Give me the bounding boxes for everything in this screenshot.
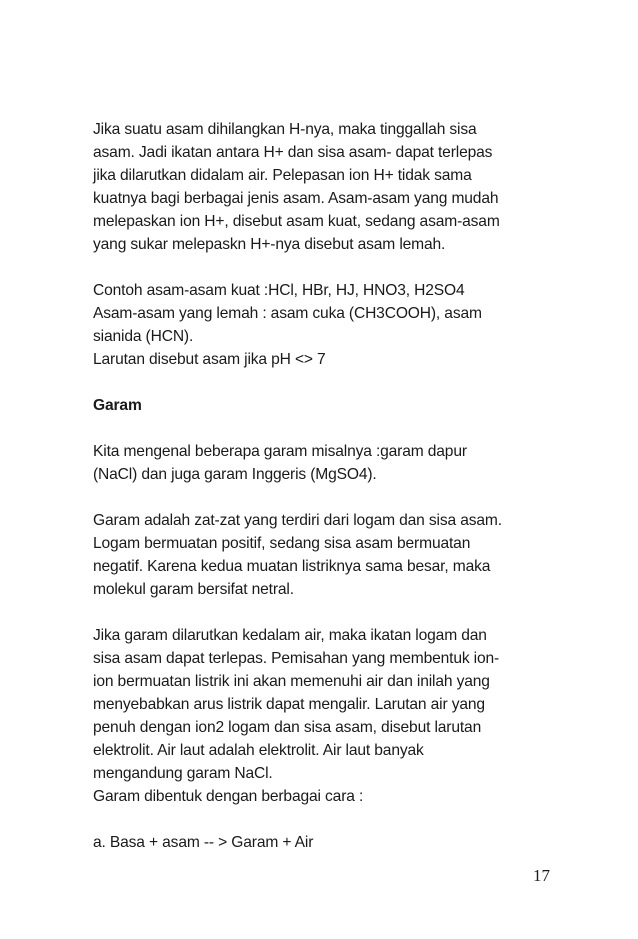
paragraph-salt-dissolution: [93, 624, 553, 808]
page-body: [93, 118, 553, 877]
text-line: menyebabkan arus listrik dapat mengalir. Larutan air yang: [93, 696, 485, 713]
text-line: asam. Jadi ikatan antara H+ dan sisa asam- dapat terlepas: [93, 144, 493, 161]
text-line: kuatnya bagi berbagai jenis asam. Asam-asam yang mudah: [93, 190, 499, 207]
text-line: Contoh asam-asam kuat :HCl, HBr, HJ, HNO3, H2SO4: [93, 282, 465, 299]
text-line: Jika garam dilarutkan kedalam air, maka ikatan logam dan: [93, 627, 487, 644]
text-line: penuh dengan ion2 logam dan sisa asam, disebut larutan: [93, 719, 482, 736]
text-line: ion bermuatan listrik ini akan memenuhi air dan inilah yang: [93, 673, 490, 690]
text-line: negatif. Karena kedua muatan listriknya sama besar, maka: [93, 558, 491, 575]
paragraph-salt-definition: [93, 509, 553, 601]
text-line: yang sukar melepaskn H+-nya disebut asam lemah.: [93, 236, 446, 253]
paragraph-acid-examples: [93, 279, 553, 371]
text-line: (NaCl) dan juga garam Inggeris (MgSO4).: [93, 466, 377, 483]
text-line: melepaskan ion H+, disebut asam kuat, sedang asam-asam: [93, 213, 500, 230]
text-line: Garam adalah zat-zat yang terdiri dari logam dan sisa asam.: [93, 512, 502, 529]
text-line: a. Basa + asam -- > Garam + Air: [93, 834, 314, 851]
text-line: elektrolit. Air laut adalah elektrolit. Air laut banyak: [93, 742, 424, 759]
text-line: Kita mengenal beberapa garam misalnya :garam dapur: [93, 443, 467, 460]
page-number: 17: [533, 866, 550, 885]
paragraph-acid-dissociation: [93, 118, 553, 256]
section-heading: Garam: [93, 397, 142, 414]
text-line: Garam dibentuk dengan berbagai cara :: [93, 788, 364, 805]
text-line: sianida (HCN).: [93, 328, 194, 345]
text-line: Logam bermuatan positif, sedang sisa asam bermuatan: [93, 535, 471, 552]
text-line: Asam-asam yang lemah : asam cuka (CH3COOH), asam: [93, 305, 482, 322]
text-line: jika dilarutkan didalam air. Pelepasan ion H+ tidak sama: [93, 167, 472, 184]
text-line: mengandung garam NaCl.: [93, 765, 273, 782]
paragraph-salt-formation: [93, 831, 553, 854]
text-line: Larutan disebut asam jika pH <> 7: [93, 351, 326, 368]
text-line: molekul garam bersifat netral.: [93, 581, 294, 598]
text-line: Jika suatu asam dihilangkan H-nya, maka tinggallah sisa: [93, 121, 477, 138]
paragraph-salt-examples: [93, 440, 553, 486]
text-line: sisa asam dapat terlepas. Pemisahan yang membentuk ion-: [93, 650, 500, 667]
